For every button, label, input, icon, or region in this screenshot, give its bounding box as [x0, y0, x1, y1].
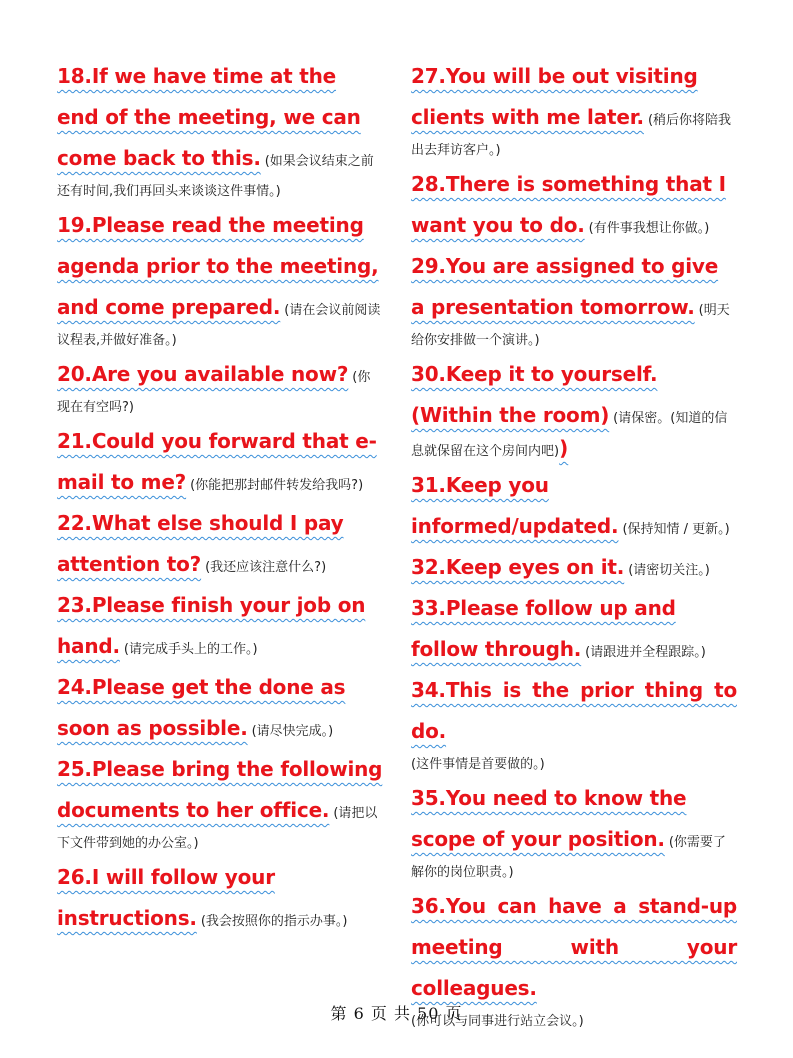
english-phrase: 34.This is the prior thing to do. [411, 678, 737, 743]
chinese-translation: (我还应该注意什么?) [205, 560, 327, 575]
phrase-entry-35 [411, 778, 737, 886]
chinese-translation: (请把以下文件带到她的办公室。) [57, 806, 378, 851]
english-phrase: 36.You can have a stand-up meeting with your colleagues. [411, 894, 737, 1000]
chinese-translation: (请跟进并全程跟踪。) [585, 645, 706, 660]
english-phrase: 32.Keep eyes on it. [411, 555, 625, 579]
phrase-entry-31 [411, 465, 737, 547]
right-column [411, 56, 737, 1035]
phrase-entry-21 [57, 421, 383, 503]
phrase-entry-25 [57, 749, 383, 857]
phrase-entry-32 [411, 547, 737, 588]
phrase-entry-19 [57, 205, 383, 354]
chinese-translation: (我会按照你的指示办事。) [200, 914, 348, 929]
english-phrase: 21.Could you forward that e-mail to me? [57, 429, 377, 494]
chinese-translation: (你能把那封邮件转发给我吗?) [190, 478, 364, 493]
english-phrase: 35.You need to know the scope of your position. [411, 786, 687, 851]
chinese-translation: (明天给你安排做一个演讲。) [411, 303, 730, 348]
phrase-entry-24 [57, 667, 383, 749]
english-phrase: 25.Please bring the following documents to her office. [57, 757, 383, 822]
chinese-translation: (稍后你将陪我出去拜访客户。) [411, 113, 732, 158]
english-phrase: 22.What else should I pay attention to? [57, 511, 344, 576]
chinese-translation: (请尽快完成。) [251, 724, 334, 739]
phrase-entry-34 [411, 670, 737, 778]
english-phrase: 31.Keep you informed/updated. [411, 473, 619, 538]
phrase-entry-27 [411, 56, 737, 164]
phrase-entry-29 [411, 246, 737, 354]
chinese-translation: (请密切关注。) [628, 563, 710, 578]
chinese-translation: (有件事我想让你做。) [588, 221, 710, 236]
english-phrase: 33.Please follow up and follow through. [411, 596, 676, 661]
english-phrase: 19.Please read the meeting agenda prior to the meeting, and come prepared. [57, 213, 379, 319]
english-phrase: 28.There is something that I want you to do. [411, 172, 726, 237]
phrase-entry-28 [411, 164, 737, 246]
english-phrase: 24.Please get the done as soon as possible. [57, 675, 346, 740]
phrase-entry-30 [411, 354, 737, 465]
chinese-translation: (请完成手头上的工作。) [123, 642, 258, 657]
chinese-translation: (你现在有空吗?) [57, 370, 371, 415]
phrase-entry-20 [57, 354, 383, 421]
chinese-translation: (请保密。(知道的信息就保留在这个房间内吧) [411, 411, 728, 459]
phrase-entry-23 [57, 585, 383, 667]
english-phrase: 26.I will follow your instructions. [57, 865, 275, 930]
phrase-entry-22 [57, 503, 383, 585]
left-column [57, 56, 383, 939]
phrase-entry-26 [57, 857, 383, 939]
english-phrase: 20.Are you available now? [57, 362, 349, 386]
phrase-entry-18 [57, 56, 383, 205]
chinese-translation: (如果会议结束之前还有时间,我们再回头来谈谈这件事情。) [57, 154, 374, 199]
english-phrase: 27.You will be out visiting clients with me later. [411, 64, 698, 129]
closing-parenthesis: ) [559, 436, 569, 460]
chinese-translation: (这件事情是首要做的。) [411, 757, 545, 772]
english-phrase: 18.If we have time at the end of the meeting, we can come back to this. [57, 64, 361, 170]
page-number-footer: 第 6 页 共 50 页 [330, 1004, 463, 1023]
english-phrase: 23.Please finish your job on hand. [57, 593, 366, 658]
english-phrase: 30.Keep it to yourself. (Within the room) [411, 362, 658, 427]
phrase-entry-33 [411, 588, 737, 670]
chinese-translation: (请在会议前阅读议程表,并做好准备。) [57, 303, 381, 348]
chinese-translation: (保持知情 / 更新。) [622, 522, 730, 537]
chinese-translation: (你可以与同事进行站立会议。) [411, 1014, 584, 1029]
english-phrase: 29.You are assigned to give a presentation tomorrow. [411, 254, 719, 319]
chinese-translation: (你需要了解你的岗位职责。) [411, 835, 726, 880]
